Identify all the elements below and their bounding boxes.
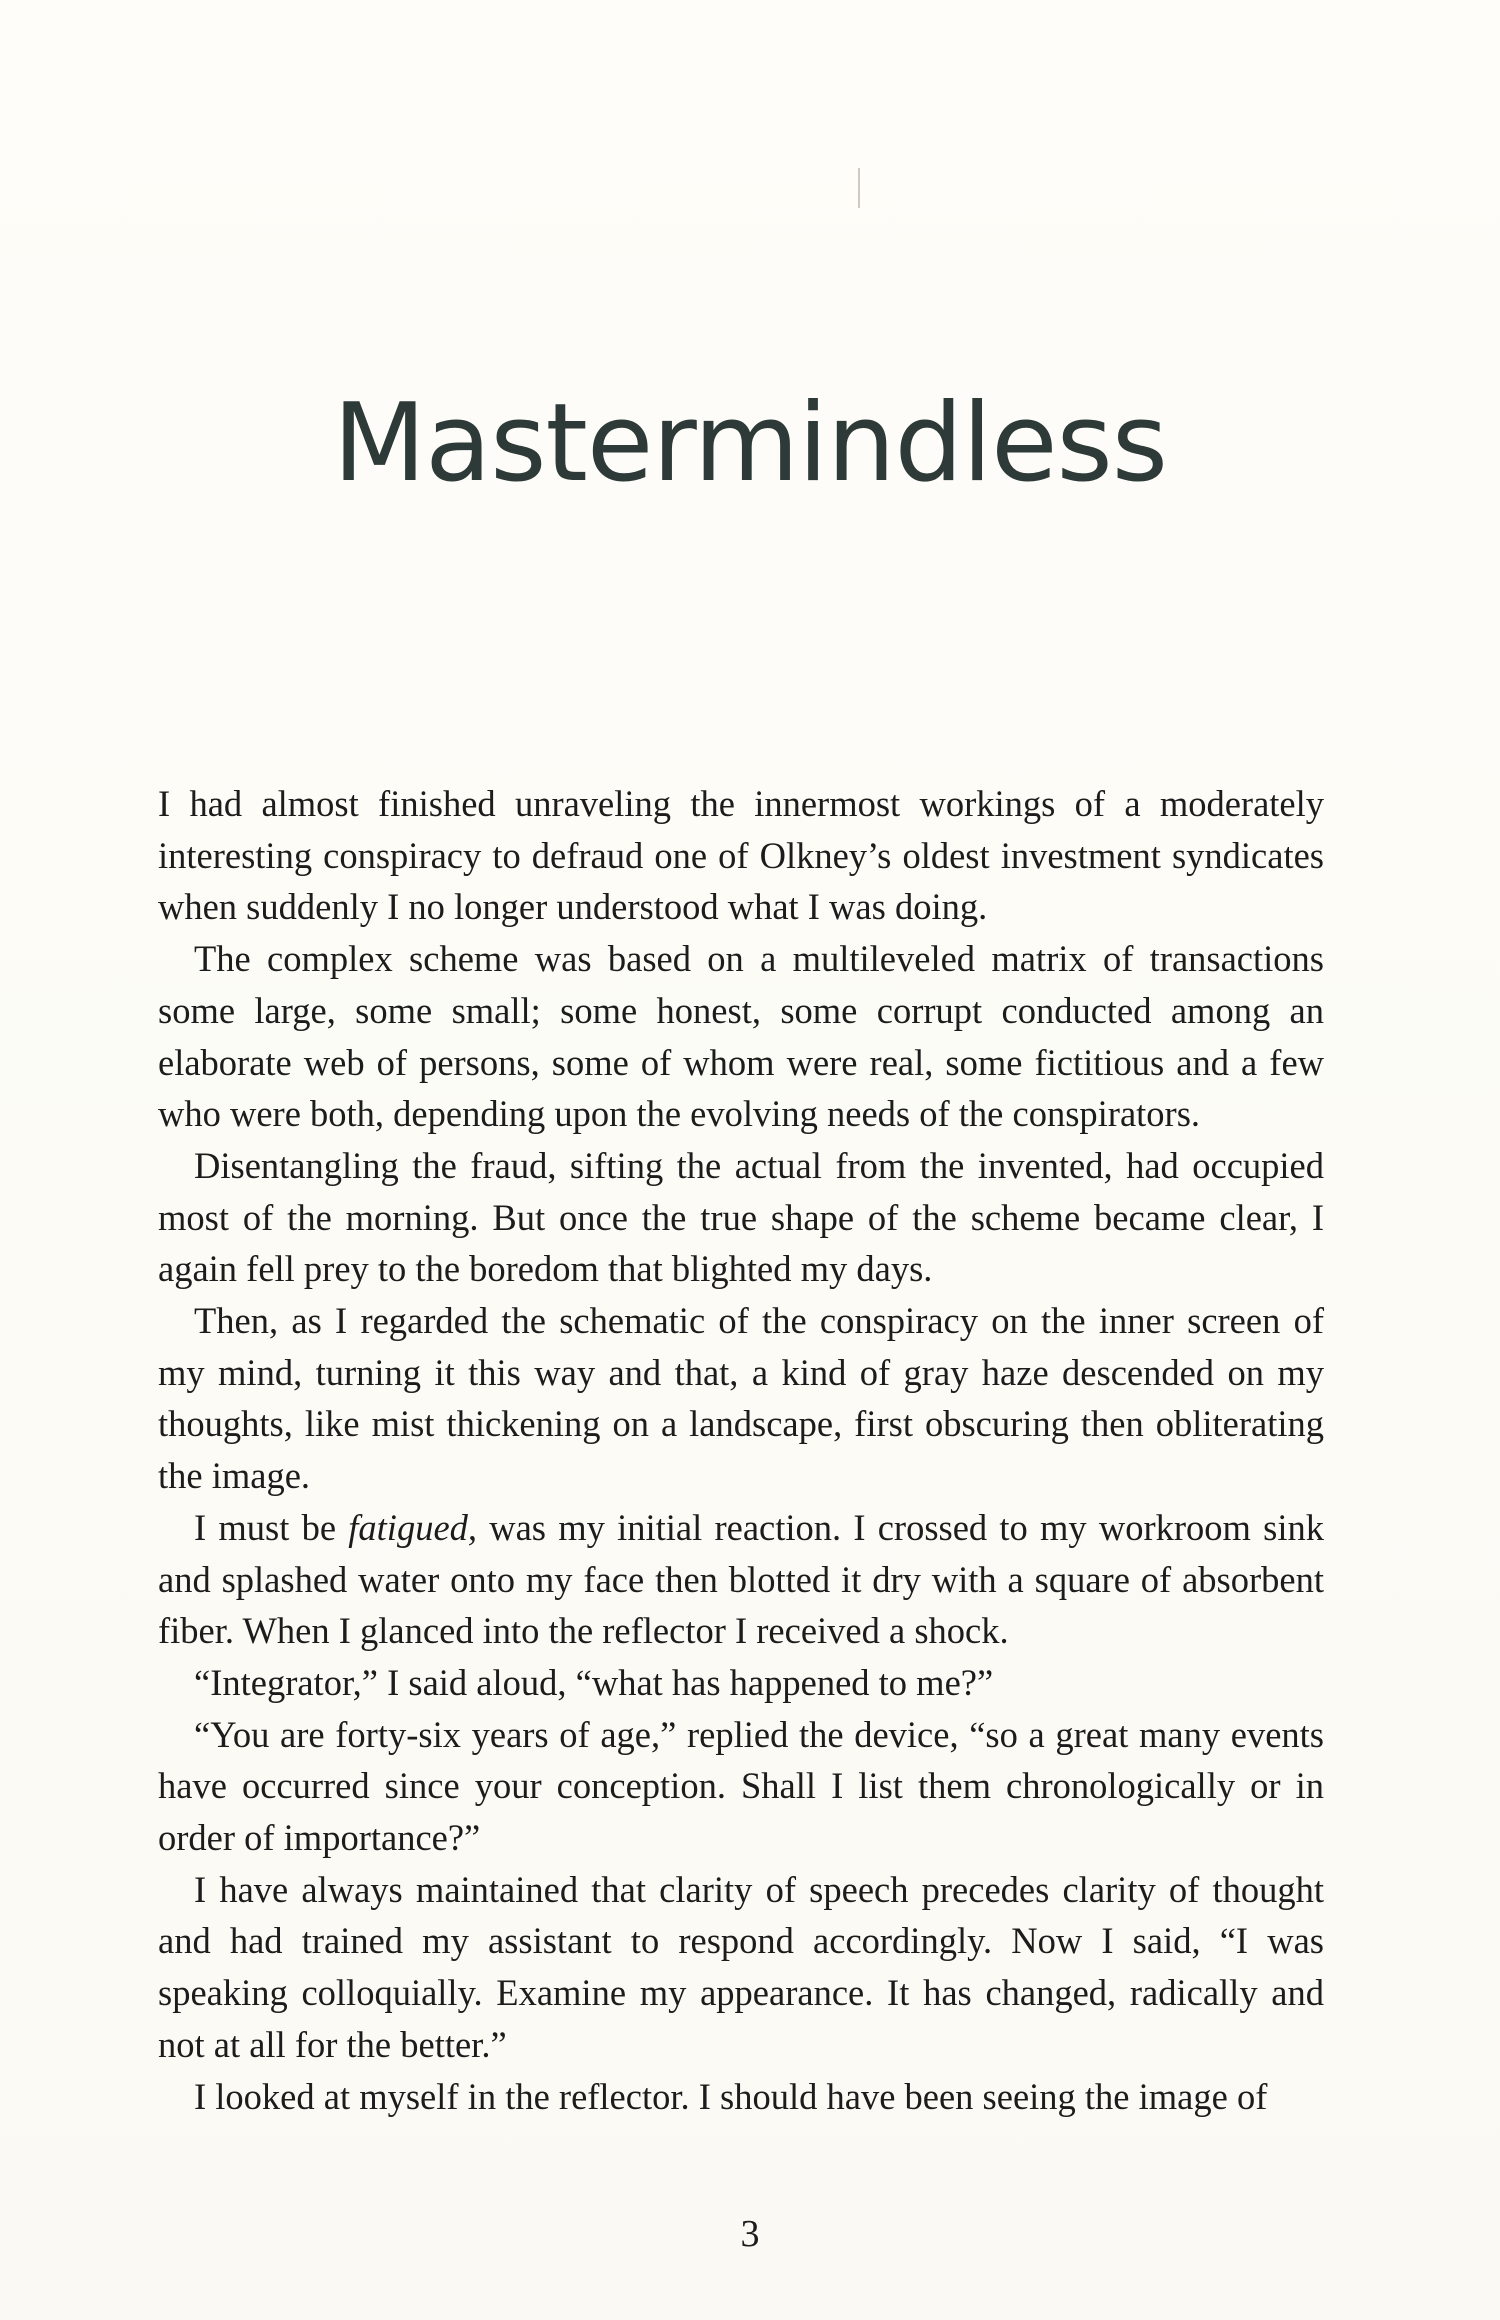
chapter-title: Mastermindless <box>332 381 1168 507</box>
chapter-body <box>158 778 1324 2122</box>
paragraph: The complex scheme was based on a multileveled matrix of transactions some large, some small; some honest, some corrupt conducted among an elaborate web of persons, some of whom were real, some fictitious and a few who were both, depending upon the evolving needs of the conspirators. <box>158 938 1324 1135</box>
paragraph: Disentangling the fraud, sifting the actual from the invented, had occupied most of the morning. But once the true shape of the scheme became clear, I again fell prey to the boredom that blighted my days. <box>158 1144 1324 1290</box>
paper-speck <box>858 168 860 208</box>
emphasis-text: fatigued, <box>348 1506 478 1548</box>
paragraph: I have always maintained that clarity of speech precedes clarity of thought and had trained my assistant to respond accordingly. Now I said, “I was speaking colloquially. Examine my appearance. It has changed, radically and not at all for the better.” <box>158 1868 1324 2065</box>
paragraph: I must be fatigued, was my initial reaction. I crossed to my workroom sink and splashed water onto my face then blotted it dry with a square of absorbent fiber. When I glanced into the reflector I received a shock. <box>158 1506 1325 1652</box>
paragraph: Then, as I regarded the schematic of the conspiracy on the inner screen of my mind, turning it this way and that, a kind of gray haze descended on my thoughts, like mist thickening on a landscape, first obscuring then obliterating the image. <box>158 1300 1324 1497</box>
paragraph: I looked at myself in the reflector. I should have been seeing the image of <box>194 2075 1268 2117</box>
page-number: 3 <box>740 2213 760 2255</box>
paragraph: “Integrator,” I said aloud, “what has happened to me?” <box>194 1661 994 1703</box>
paragraph: I had almost finished unraveling the innermost workings of a moderately interesting conspiracy to defraud one of Olkney’s oldest investment syndicates when suddenly I no longer understood what I was doing. <box>158 783 1324 928</box>
paragraph: “You are forty-six years of age,” replied the device, “so a great many events have occurred since your conception. Shall I list them chronologically or in order of importance?” <box>158 1713 1324 1859</box>
